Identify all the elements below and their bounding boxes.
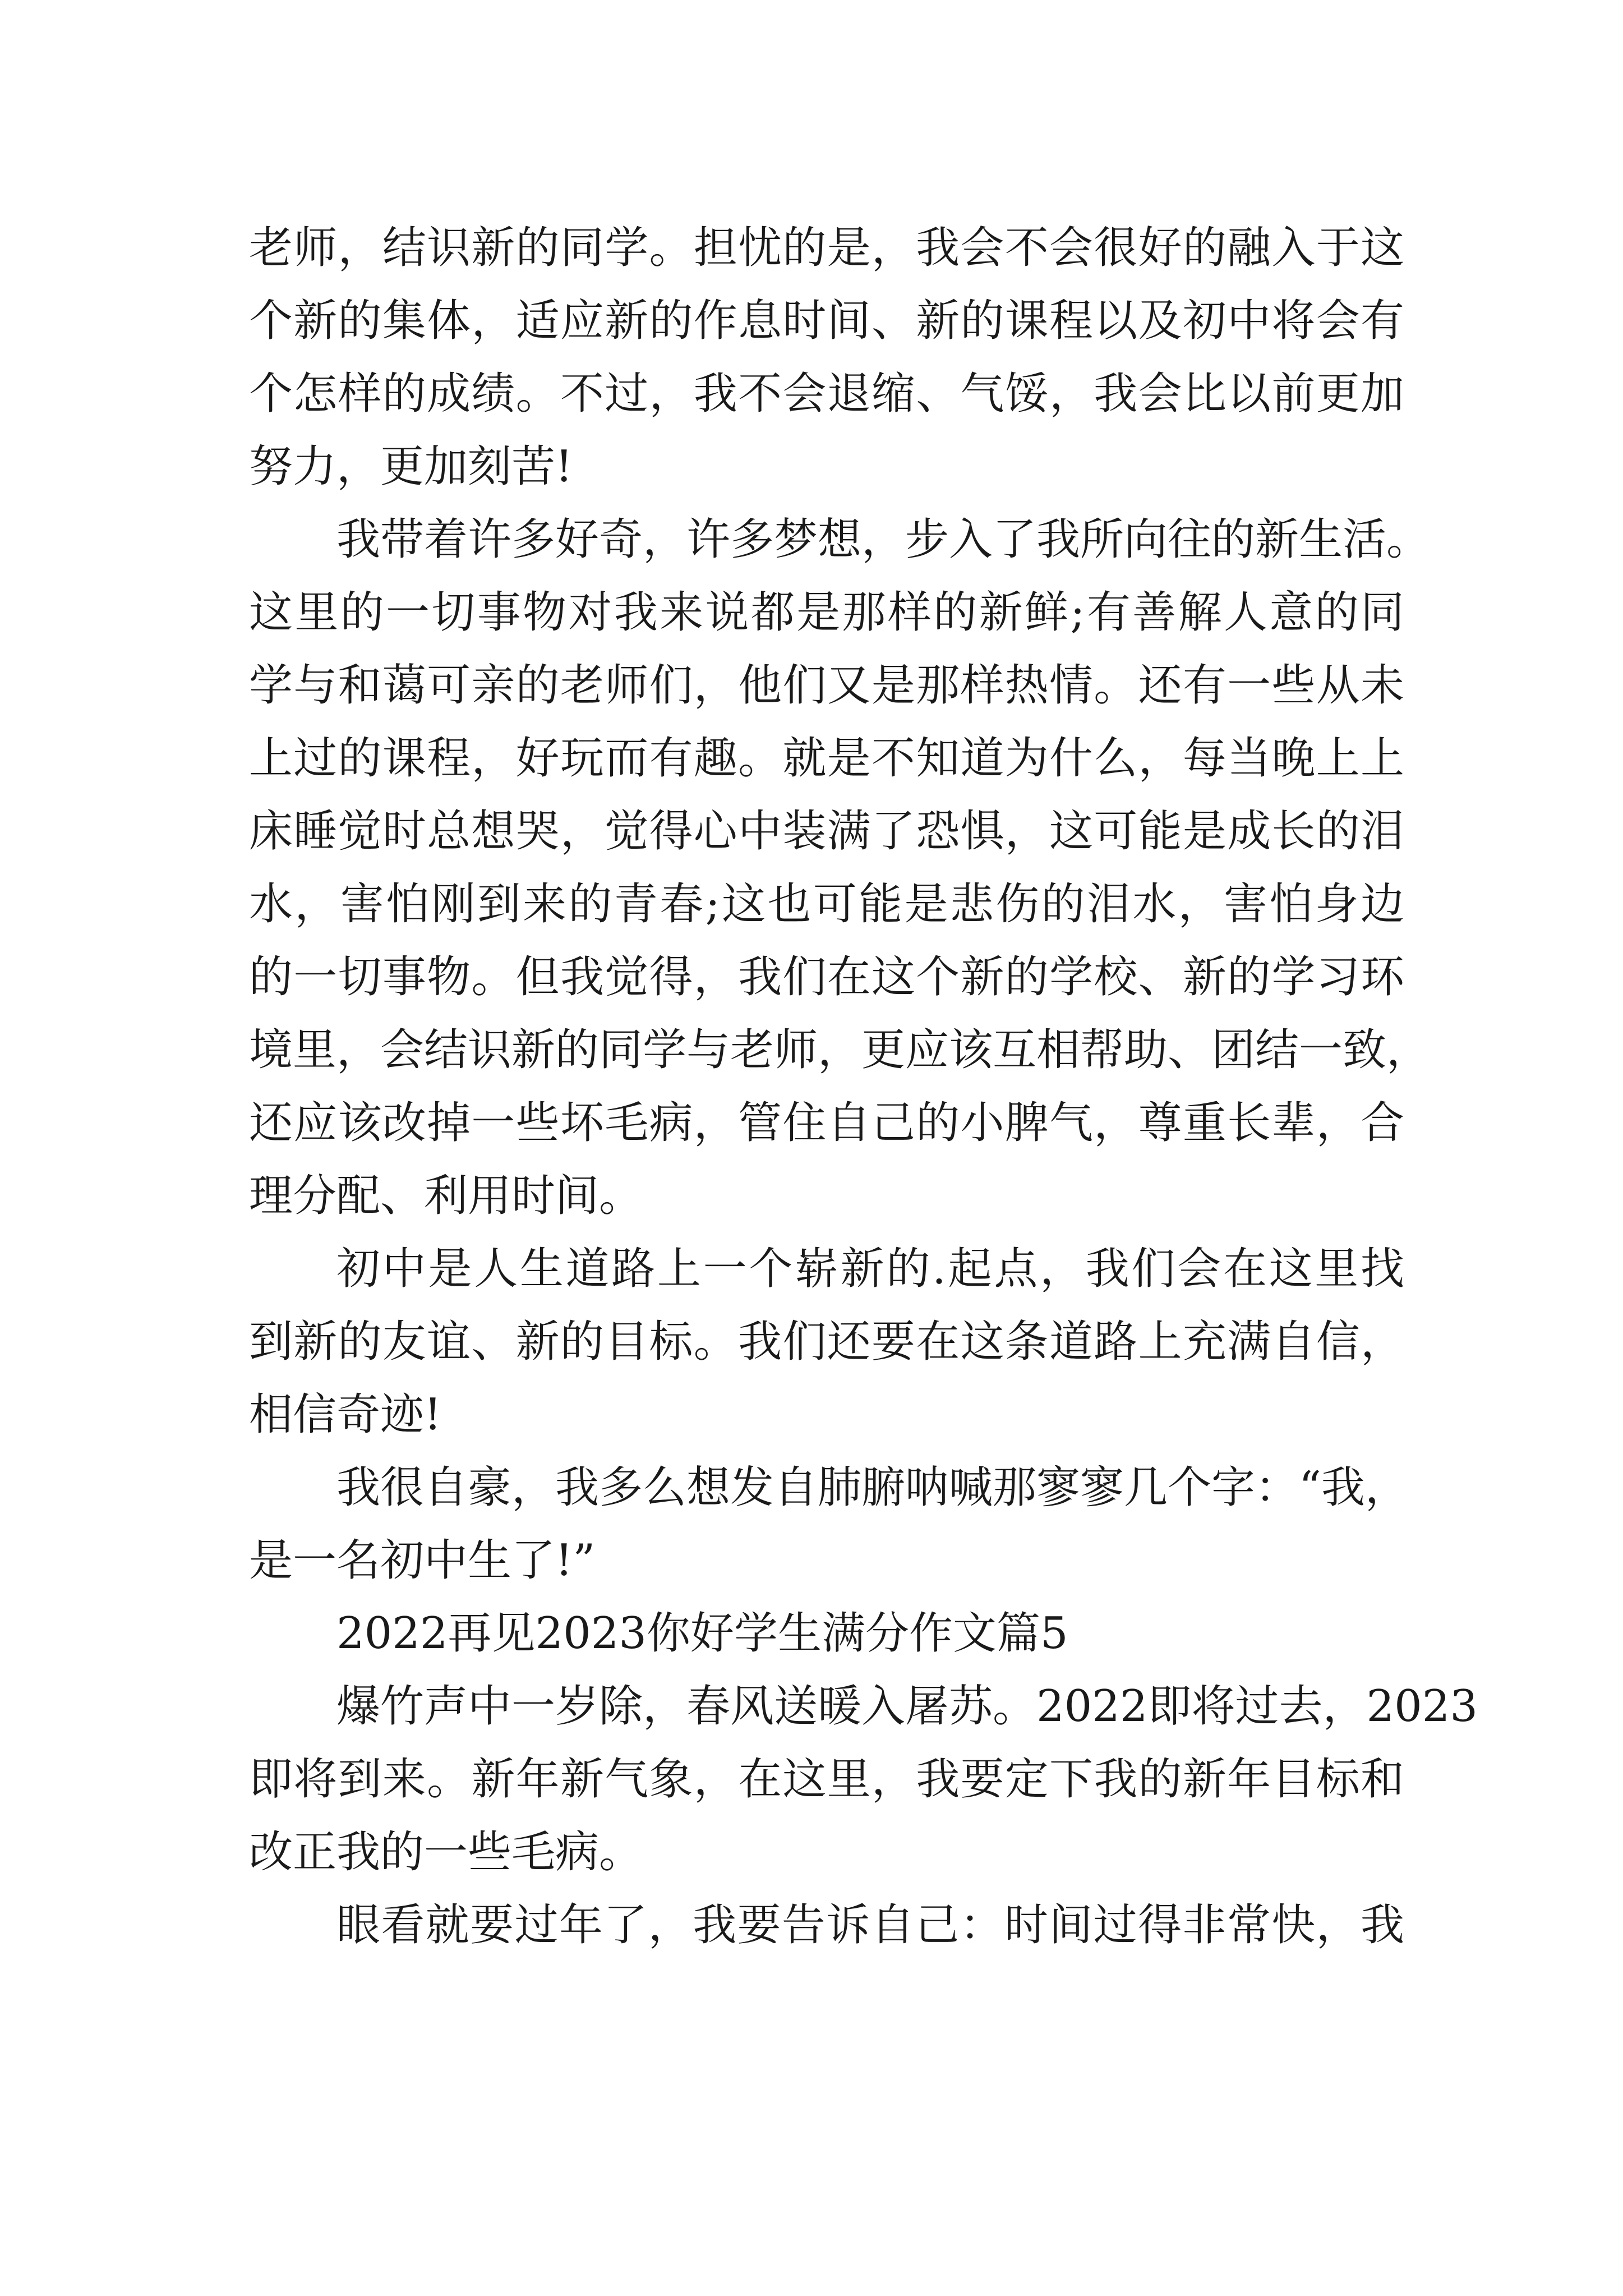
section-heading: 2022再见2023你好学生满分作文篇5: [336, 1608, 1068, 1659]
text-line: 相信奇迹!: [249, 1389, 442, 1440]
text-line: 眼看就要过年了，我要告诉自己：时间过得非常快，我: [336, 1900, 1404, 1950]
text-line: 我带着许多好奇，许多梦想，步入了我所向往的新生活。: [336, 514, 1431, 565]
text-line: 初中是人生道路上一个崭新的.起点，我们会在这里找: [336, 1244, 1404, 1294]
text-line: 学与和蔼可亲的老师们，他们又是那样热情。还有一些从未: [249, 660, 1404, 711]
text-line: 是一名初中生了!”: [249, 1535, 596, 1586]
text-line: 我很自豪，我多么想发自肺腑呐喊那寥寥几个字：“我，: [336, 1462, 1409, 1513]
text-line: 个怎样的成绩。不过，我不会退缩、气馁，我会比以前更加: [249, 369, 1404, 419]
text-line: 这里的一切事物对我来说都是那样的新鲜;有善解人意的同: [249, 587, 1404, 638]
text-line: 上过的课程，好玩而有趣。就是不知道为什么，每当晚上上: [249, 733, 1404, 784]
text-line: 老师，结识新的同学。担忧的是，我会不会很好的融入于这: [249, 223, 1404, 273]
text-line: 努力，更加刻苦!: [249, 441, 573, 492]
text-line: 床睡觉时总想哭，觉得心中装满了恐惧，这可能是成长的泪: [249, 806, 1404, 857]
text-line: 水，害怕刚到来的青春;这也可能是悲伤的泪水，害怕身边: [249, 879, 1404, 930]
text-line: 境里，会结识新的同学与老师，更应该互相帮助、团结一致，: [249, 1025, 1431, 1075]
text-line: 的一切事物。但我觉得，我们在这个新的学校、新的学习环: [249, 952, 1404, 1002]
text-line: 即将到来。新年新气象，在这里，我要定下我的新年目标和: [249, 1754, 1404, 1805]
text-line: 还应该改掉一些坏毛病，管住自己的小脾气，尊重长辈，合: [249, 1098, 1404, 1148]
text-line: 爆竹声中一岁除，春风送暖入屠苏。2022即将过去，2023: [336, 1681, 1478, 1732]
text-line: 个新的集体，适应新的作息时间、新的课程以及初中将会有: [249, 296, 1404, 346]
text-line: 到新的友谊、新的目标。我们还要在这条道路上充满自信，: [249, 1317, 1404, 1367]
text-line: 改正我的一些毛病。: [249, 1827, 643, 1878]
text-line: 理分配、利用时间。: [249, 1171, 643, 1221]
